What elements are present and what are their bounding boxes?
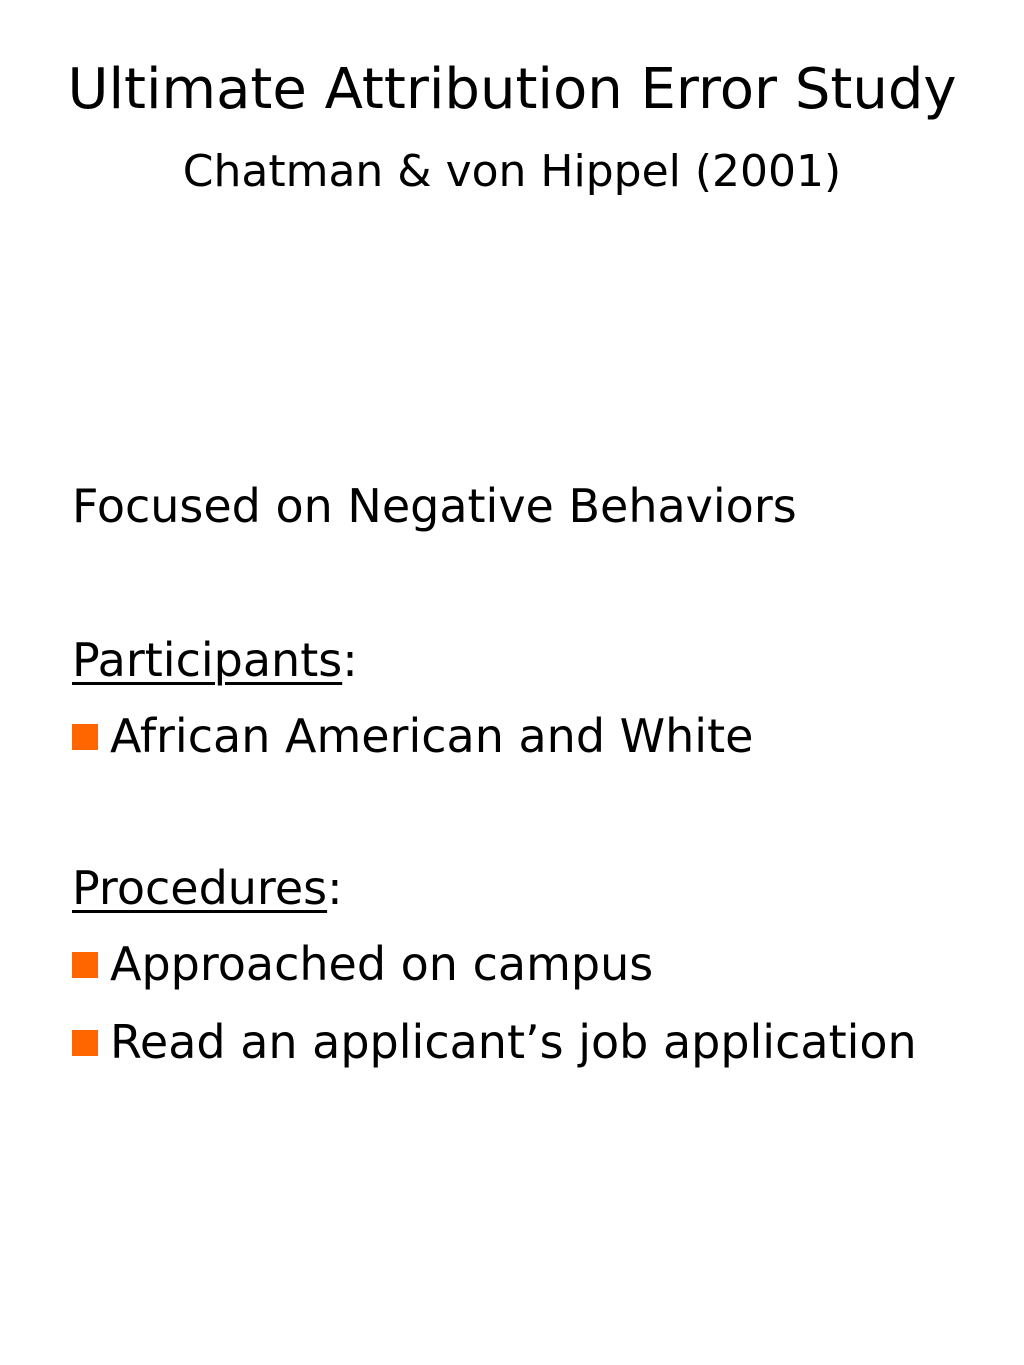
procedures-bullet-2 xyxy=(72,1012,917,1072)
slide-subtitle: Chatman & von Hippel (2001) xyxy=(182,146,842,197)
square-bullet-icon xyxy=(72,952,98,978)
intro-text: Focused on Negative Behaviors xyxy=(72,479,797,533)
bullet-text: Read an applicant’s job application xyxy=(110,1015,917,1069)
procedures-heading xyxy=(72,858,343,918)
participants-heading-label: Participants xyxy=(72,633,343,687)
square-bullet-icon xyxy=(72,724,98,750)
procedures-heading-colon: : xyxy=(327,861,343,915)
procedures-bullet-1 xyxy=(72,934,653,994)
bullet-text: Approached on campus xyxy=(110,937,654,991)
slide-title: Ultimate Attribution Error Study xyxy=(67,57,957,122)
procedures-heading-label: Procedures xyxy=(72,861,328,915)
participants-bullet-1 xyxy=(72,706,753,766)
bullet-text: African American and White xyxy=(110,709,754,763)
participants-heading xyxy=(72,630,358,690)
participants-heading-colon: : xyxy=(342,633,358,687)
square-bullet-icon xyxy=(72,1030,98,1056)
